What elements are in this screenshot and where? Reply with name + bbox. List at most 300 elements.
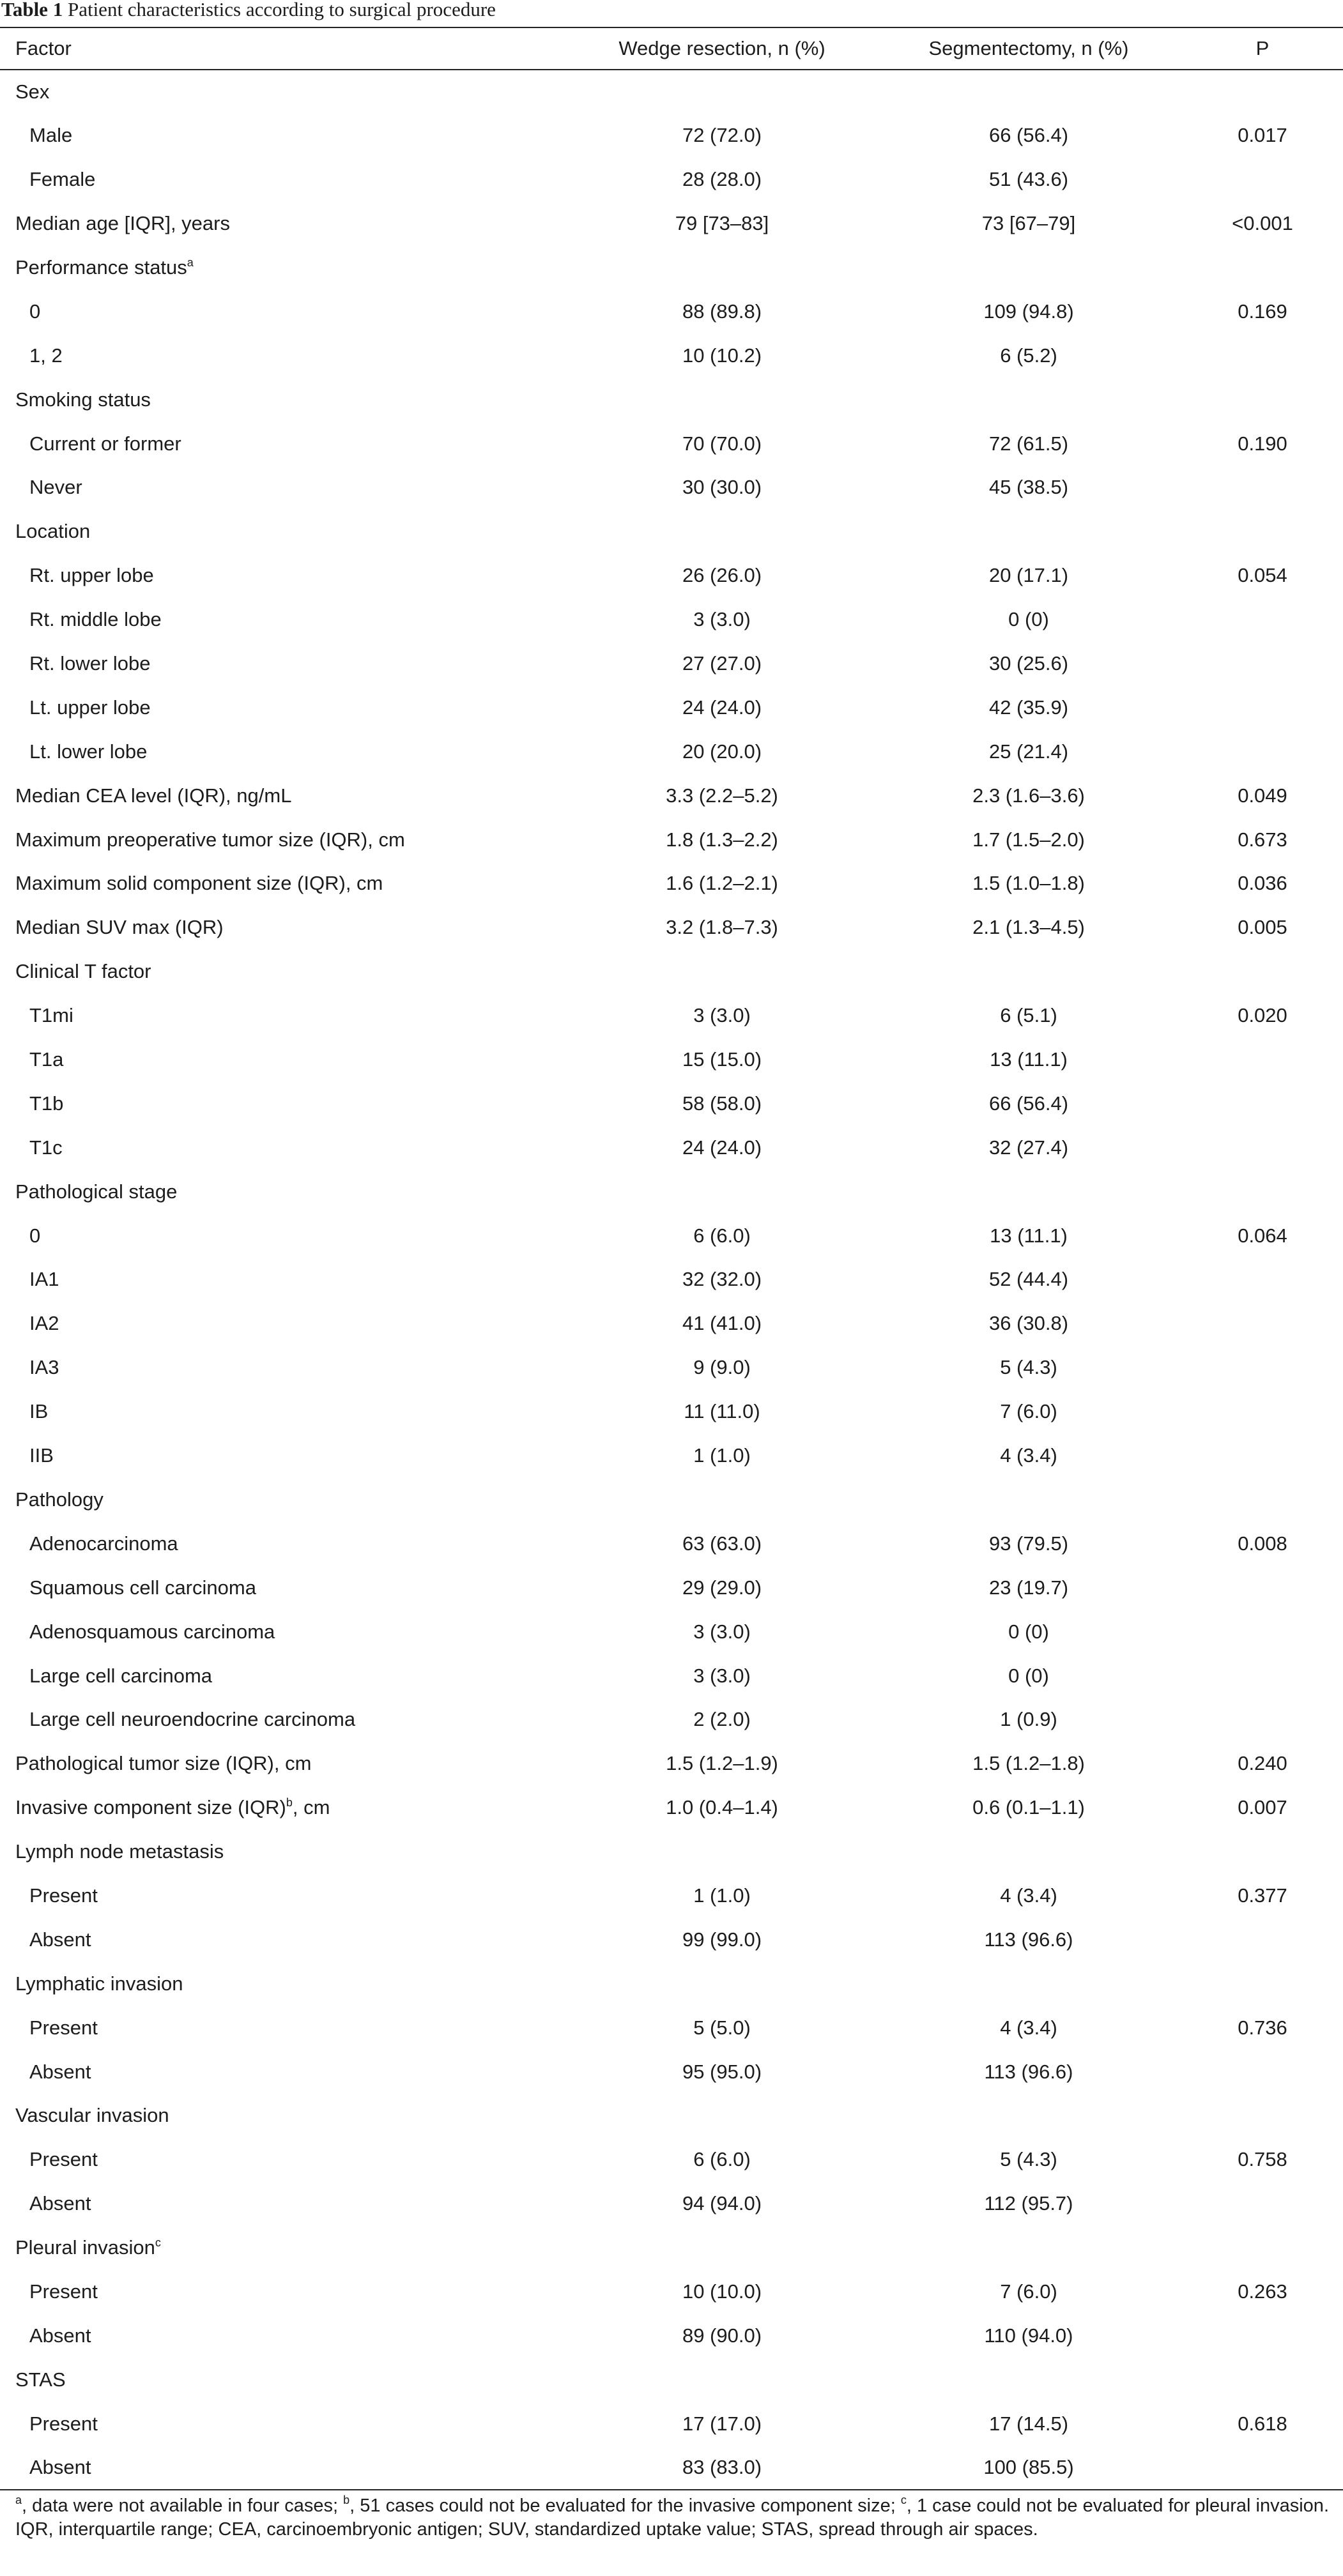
table-row bbox=[0, 2313, 1343, 2358]
table-row bbox=[0, 554, 1343, 598]
segmentectomy-cell: 0 (0) bbox=[1008, 1664, 1049, 1687]
factor-label: Clinical T factor bbox=[15, 960, 151, 983]
segmentectomy-cell: 13 (11.1) bbox=[990, 1224, 1068, 1247]
factor-cell bbox=[0, 1390, 569, 1434]
factor-label: Rt. upper lobe bbox=[29, 564, 154, 587]
wedge-resection-cell bbox=[569, 1478, 875, 1522]
segmentectomy-cell: 4 (3.4) bbox=[1000, 1444, 1057, 1467]
wedge-resection-cell bbox=[569, 510, 875, 554]
footnote-text-b: , 51 cases could not be evaluated for the invasive component size; bbox=[349, 2495, 901, 2516]
factor-cell bbox=[0, 950, 569, 994]
p-value-cell bbox=[1182, 1434, 1343, 1478]
p-value-cell: 0.736 bbox=[1238, 2016, 1287, 2039]
segmentectomy-cell: 100 (85.5) bbox=[875, 2446, 1182, 2490]
table-row bbox=[0, 2138, 1343, 2182]
factor-label: STAS bbox=[15, 2368, 66, 2391]
segmentectomy-cell bbox=[875, 2094, 1182, 2138]
segmentectomy-cell: 72 (61.5) bbox=[988, 432, 1069, 455]
factor-cell bbox=[0, 1434, 569, 1478]
factor-label: 0 bbox=[29, 300, 41, 323]
segmentectomy-cell bbox=[875, 377, 1182, 422]
p-value-cell: 0.049 bbox=[1238, 784, 1287, 807]
wedge-resection-cell: 32 (32.0) bbox=[682, 1268, 762, 1291]
factor-label: Maximum solid component size (IQR), cm bbox=[15, 872, 383, 895]
segmentectomy-cell bbox=[875, 70, 1182, 114]
p-value-cell bbox=[1182, 70, 1343, 114]
segmentectomy-cell bbox=[875, 1478, 1182, 1522]
p-value-cell bbox=[1182, 466, 1343, 510]
table-row bbox=[0, 729, 1343, 774]
factor-label-suffix: , cm bbox=[292, 1796, 330, 1819]
p-value-cell bbox=[1182, 333, 1343, 377]
p-value-cell bbox=[1182, 1081, 1343, 1125]
factor-label: Location bbox=[15, 520, 91, 543]
factor-cell bbox=[0, 1566, 569, 1610]
segmentectomy-cell: 1 (0.9) bbox=[1000, 1708, 1057, 1731]
wedge-resection-cell: 70 (70.0) bbox=[682, 432, 762, 455]
table-row bbox=[0, 1654, 1343, 1698]
wedge-resection-cell: 94 (94.0) bbox=[682, 2192, 762, 2215]
factor-cell bbox=[0, 642, 569, 686]
factor-cell bbox=[0, 1125, 569, 1170]
factor-label: Squamous cell carcinoma bbox=[29, 1576, 256, 1599]
p-value-cell: 0.036 bbox=[1238, 872, 1287, 895]
wedge-resection-cell: 3 (3.0) bbox=[693, 608, 751, 631]
wedge-resection-cell: 10 (10.2) bbox=[682, 344, 762, 367]
wedge-resection-cell: 58 (58.0) bbox=[682, 1092, 762, 1115]
factor-label: T1mi bbox=[29, 1004, 73, 1027]
factor-cell bbox=[0, 2182, 569, 2226]
footnote-text-c: , 1 case could not be evaluated for pleural invasion. IQR, interquartile range; CEA, carcinoembryonic antigen; SUV, standardized uptake value; STAS, spread through air spaces. bbox=[15, 2495, 1329, 2540]
factor-cell bbox=[0, 2226, 569, 2270]
factor-cell bbox=[0, 202, 569, 246]
wedge-resection-cell: 10 (10.0) bbox=[682, 2280, 762, 2303]
table-row bbox=[0, 2226, 1343, 2270]
segmentectomy-cell: 42 (35.9) bbox=[988, 696, 1069, 719]
table-row bbox=[0, 1258, 1343, 1302]
table-row bbox=[0, 2446, 1343, 2490]
segmentectomy-cell: 36 (30.8) bbox=[988, 1312, 1069, 1335]
factor-label: T1c bbox=[29, 1136, 63, 1159]
factor-label: Performance status bbox=[15, 256, 187, 278]
factor-cell bbox=[0, 1830, 569, 1874]
factor-cell bbox=[0, 377, 569, 422]
factor-label: Pathological stage bbox=[15, 1180, 178, 1203]
factor-label: Median SUV max (IQR) bbox=[15, 916, 224, 939]
table-row bbox=[0, 1346, 1343, 1390]
wedge-resection-cell: 24 (24.0) bbox=[682, 1136, 762, 1159]
factor-label: Invasive component size (IQR) bbox=[15, 1796, 286, 1819]
factor-cell bbox=[0, 466, 569, 510]
segmentectomy-cell: 0 (0) bbox=[1008, 1620, 1049, 1643]
header-factor: Factor bbox=[0, 27, 569, 70]
factor-cell bbox=[0, 1917, 569, 1962]
header-row bbox=[0, 27, 1343, 70]
p-value-cell bbox=[1182, 1917, 1343, 1962]
segmentectomy-cell: 113 (96.6) bbox=[984, 1928, 1073, 1951]
factor-label: Lymphatic invasion bbox=[15, 1972, 183, 1995]
table-row bbox=[0, 1917, 1343, 1962]
p-value-cell bbox=[1182, 377, 1343, 422]
p-value-cell bbox=[1182, 1698, 1343, 1742]
p-value-cell bbox=[1182, 1610, 1343, 1654]
factor-cell bbox=[0, 2358, 569, 2402]
factor-label: Present bbox=[29, 1884, 98, 1907]
factor-label: Absent bbox=[29, 2192, 91, 2215]
factor-label: Sex bbox=[15, 80, 50, 103]
segmentectomy-cell: 1.7 (1.5–2.0) bbox=[972, 828, 1085, 851]
header-segmentectomy: Segmentectomy, n (%) bbox=[875, 27, 1182, 70]
factor-cell bbox=[0, 510, 569, 554]
header-wedge-resection: Wedge resection, n (%) bbox=[569, 27, 875, 70]
table-row bbox=[0, 1038, 1343, 1082]
factor-label: Current or former bbox=[29, 432, 181, 455]
segmentectomy-cell: 6 (5.1) bbox=[1000, 1004, 1057, 1027]
wedge-resection-cell: 17 (17.0) bbox=[682, 2412, 762, 2435]
segmentectomy-cell bbox=[875, 510, 1182, 554]
wedge-resection-cell: 1.5 (1.2–1.9) bbox=[666, 1752, 778, 1775]
table-row bbox=[0, 1786, 1343, 1830]
header-p-value: P bbox=[1182, 27, 1343, 70]
factor-label: IA2 bbox=[29, 1312, 59, 1335]
factor-cell bbox=[0, 1698, 569, 1742]
wedge-resection-cell bbox=[569, 2226, 875, 2270]
segmentectomy-cell: 5 (4.3) bbox=[1000, 2148, 1057, 2171]
segmentectomy-cell: 0 (0) bbox=[1008, 608, 1049, 631]
factor-cell bbox=[0, 1521, 569, 1566]
factor-cell bbox=[0, 1742, 569, 1786]
factor-cell bbox=[0, 1654, 569, 1698]
factor-cell bbox=[0, 333, 569, 377]
table-row bbox=[0, 289, 1343, 333]
p-value-cell: 0.758 bbox=[1238, 2148, 1287, 2171]
p-value-cell: 0.064 bbox=[1238, 1224, 1287, 1247]
factor-label: Absent bbox=[29, 2060, 91, 2083]
footnote-reference: c bbox=[155, 2236, 161, 2250]
segmentectomy-cell: 1.5 (1.0–1.8) bbox=[972, 872, 1085, 895]
factor-cell bbox=[0, 1610, 569, 1654]
table-row bbox=[0, 1610, 1343, 1654]
wedge-resection-cell: 89 (90.0) bbox=[682, 2324, 762, 2347]
segmentectomy-cell: 13 (11.1) bbox=[990, 1048, 1068, 1071]
p-value-cell bbox=[1182, 1654, 1343, 1698]
table-row bbox=[0, 2402, 1343, 2446]
factor-cell bbox=[0, 1258, 569, 1302]
factor-label: Absent bbox=[29, 1928, 91, 1951]
factor-cell bbox=[0, 289, 569, 333]
table-row bbox=[0, 1962, 1343, 2006]
segmentectomy-cell: 1.5 (1.2–1.8) bbox=[972, 1752, 1085, 1775]
p-value-cell bbox=[1182, 2094, 1343, 2138]
wedge-resection-cell: 15 (15.0) bbox=[682, 1048, 762, 1071]
p-value-cell: <0.001 bbox=[1232, 212, 1293, 235]
p-value-cell bbox=[1182, 246, 1343, 290]
wedge-resection-cell: 26 (26.0) bbox=[682, 564, 762, 587]
wedge-resection-cell: 6 (6.0) bbox=[693, 1224, 751, 1247]
p-value-cell bbox=[1182, 1302, 1343, 1346]
segmentectomy-cell: 66 (56.4) bbox=[988, 124, 1069, 147]
factor-label: Smoking status bbox=[15, 388, 151, 411]
wedge-resection-cell: 6 (6.0) bbox=[693, 2148, 751, 2171]
wedge-resection-cell: 2 (2.0) bbox=[693, 1708, 751, 1731]
p-value-cell: 0.673 bbox=[1238, 828, 1287, 851]
table-row bbox=[0, 818, 1343, 862]
factor-label: Large cell carcinoma bbox=[29, 1664, 213, 1687]
factor-label: Present bbox=[29, 2280, 98, 2303]
factor-cell bbox=[0, 685, 569, 729]
p-value-cell bbox=[1182, 510, 1343, 554]
wedge-resection-cell: 3 (3.0) bbox=[693, 1664, 751, 1687]
segmentectomy-cell: 110 (94.0) bbox=[984, 2324, 1073, 2347]
p-value-cell bbox=[1182, 2050, 1343, 2094]
factor-cell bbox=[0, 2006, 569, 2050]
table-row bbox=[0, 1698, 1343, 1742]
factor-label: Present bbox=[29, 2016, 98, 2039]
p-value-cell bbox=[1182, 729, 1343, 774]
table-body bbox=[0, 70, 1343, 2490]
table-row bbox=[0, 950, 1343, 994]
factor-cell bbox=[0, 1214, 569, 1258]
table-row bbox=[0, 1081, 1343, 1125]
table-row bbox=[0, 906, 1343, 950]
wedge-resection-cell bbox=[569, 70, 875, 114]
table-title: Patient characteristics according to surgical procedure bbox=[67, 0, 496, 20]
factor-label: 1, 2 bbox=[29, 344, 63, 367]
factor-label: Adenosquamous carcinoma bbox=[29, 1620, 275, 1643]
wedge-resection-cell: 95 (95.0) bbox=[682, 2060, 762, 2083]
factor-label: Absent bbox=[29, 2324, 91, 2347]
factor-label: Rt. lower lobe bbox=[29, 652, 151, 675]
factor-cell bbox=[0, 2050, 569, 2094]
table-row bbox=[0, 2182, 1343, 2226]
factor-label: T1a bbox=[29, 1048, 64, 1071]
wedge-resection-cell: 3 (3.0) bbox=[693, 1004, 751, 1027]
table-row bbox=[0, 422, 1343, 466]
segmentectomy-cell: 0.6 (0.1–1.1) bbox=[972, 1796, 1085, 1819]
factor-label: Large cell neuroendocrine carcinoma bbox=[29, 1708, 356, 1731]
factor-cell bbox=[0, 994, 569, 1038]
table-row bbox=[0, 1125, 1343, 1170]
p-value-cell bbox=[1182, 2313, 1343, 2358]
wedge-resection-cell: 99 (99.0) bbox=[682, 1928, 762, 1951]
table-row bbox=[0, 1302, 1343, 1346]
p-value-cell: 0.054 bbox=[1238, 564, 1287, 587]
factor-label: IB bbox=[29, 1400, 49, 1423]
p-value-cell bbox=[1182, 1125, 1343, 1170]
factor-label: Median age [IQR], years bbox=[15, 212, 230, 235]
factor-label: Rt. middle lobe bbox=[29, 608, 162, 631]
table-footnote bbox=[0, 2490, 1343, 2542]
table-row bbox=[0, 70, 1343, 114]
p-value-cell bbox=[1182, 2226, 1343, 2270]
p-value-cell: 0.190 bbox=[1238, 432, 1287, 455]
wedge-resection-cell: 83 (83.0) bbox=[569, 2446, 875, 2490]
segmentectomy-cell: 112 (95.7) bbox=[984, 2192, 1073, 2215]
p-value-cell: 0.017 bbox=[1238, 124, 1287, 147]
segmentectomy-cell: 73 [67–79] bbox=[981, 212, 1076, 235]
table-row bbox=[0, 1434, 1343, 1478]
factor-label: Lymph node metastasis bbox=[15, 1840, 224, 1863]
factor-cell bbox=[0, 422, 569, 466]
table-row bbox=[0, 510, 1343, 554]
p-value-cell bbox=[1182, 1566, 1343, 1610]
segmentectomy-cell: 113 (96.6) bbox=[984, 2060, 1073, 2083]
wedge-resection-cell: 27 (27.0) bbox=[682, 652, 762, 675]
wedge-resection-cell: 41 (41.0) bbox=[682, 1312, 762, 1335]
segmentectomy-cell: 5 (4.3) bbox=[1000, 1356, 1057, 1379]
factor-cell bbox=[0, 1081, 569, 1125]
factor-cell bbox=[0, 2402, 569, 2446]
factor-cell bbox=[0, 1346, 569, 1390]
segmentectomy-cell: 20 (17.1) bbox=[988, 564, 1069, 587]
factor-label: Male bbox=[29, 124, 73, 147]
p-value-cell bbox=[1182, 158, 1343, 202]
factor-cell bbox=[0, 2313, 569, 2358]
factor-cell bbox=[0, 862, 569, 906]
p-value-cell bbox=[1182, 685, 1343, 729]
footnote-reference: a bbox=[187, 256, 194, 269]
table-row bbox=[0, 202, 1343, 246]
segmentectomy-cell: 32 (27.4) bbox=[988, 1136, 1069, 1159]
segmentectomy-cell: 23 (19.7) bbox=[988, 1576, 1069, 1599]
factor-label: Pleural invasion bbox=[15, 2236, 155, 2259]
wedge-resection-cell: 1.8 (1.3–2.2) bbox=[666, 828, 778, 851]
wedge-resection-cell bbox=[569, 1830, 875, 1874]
table-row bbox=[0, 1566, 1343, 1610]
factor-label: IIB bbox=[29, 1444, 54, 1467]
table-caption bbox=[0, 0, 1343, 27]
table-row bbox=[0, 377, 1343, 422]
factor-cell bbox=[0, 729, 569, 774]
wedge-resection-cell: 20 (20.0) bbox=[682, 740, 762, 763]
factor-cell bbox=[0, 158, 569, 202]
factor-label: Maximum preoperative tumor size (IQR), cm bbox=[15, 828, 405, 851]
table-row bbox=[0, 2094, 1343, 2138]
segmentectomy-cell bbox=[875, 1830, 1182, 1874]
factor-cell bbox=[0, 2094, 569, 2138]
wedge-resection-cell bbox=[569, 2094, 875, 2138]
factor-label: Vascular invasion bbox=[15, 2104, 169, 2127]
factor-label: 0 bbox=[29, 1224, 41, 1247]
wedge-resection-cell: 5 (5.0) bbox=[693, 2016, 751, 2039]
factor-label: Lt. upper lobe bbox=[29, 696, 151, 719]
table-row bbox=[0, 1521, 1343, 1566]
p-value-cell bbox=[1182, 2358, 1343, 2402]
factor-cell bbox=[0, 1786, 569, 1830]
patient-characteristics-table bbox=[0, 27, 1343, 2490]
segmentectomy-cell: 4 (3.4) bbox=[1000, 2016, 1057, 2039]
factor-label: Adenocarcinoma bbox=[29, 1532, 178, 1555]
wedge-resection-cell: 29 (29.0) bbox=[682, 1576, 762, 1599]
segmentectomy-cell: 52 (44.4) bbox=[988, 1268, 1069, 1291]
factor-cell bbox=[0, 2138, 569, 2182]
wedge-resection-cell bbox=[569, 1170, 875, 1214]
wedge-resection-cell: 79 [73–83] bbox=[675, 212, 769, 235]
table-row bbox=[0, 642, 1343, 686]
segmentectomy-cell bbox=[875, 2358, 1182, 2402]
p-value-cell: 0.007 bbox=[1238, 1796, 1287, 1819]
p-value-cell: 0.008 bbox=[1238, 1532, 1287, 1555]
segmentectomy-cell: 7 (6.0) bbox=[1000, 2280, 1057, 2303]
wedge-resection-cell: 72 (72.0) bbox=[682, 124, 762, 147]
p-value-cell: 0.240 bbox=[1238, 1752, 1287, 1775]
wedge-resection-cell bbox=[569, 377, 875, 422]
segmentectomy-cell: 109 (94.8) bbox=[983, 300, 1074, 323]
table-row bbox=[0, 598, 1343, 642]
footnote-reference: b bbox=[286, 1796, 293, 1810]
p-value-cell: 0.169 bbox=[1238, 300, 1287, 323]
footnote-text-a: , data were not available in four cases; bbox=[22, 2495, 344, 2516]
wedge-resection-cell: 1.6 (1.2–2.1) bbox=[666, 872, 778, 895]
p-value-cell bbox=[1182, 1390, 1343, 1434]
table-row bbox=[0, 1874, 1343, 1918]
p-value-cell bbox=[1182, 2446, 1343, 2490]
p-value-cell: 0.020 bbox=[1238, 1004, 1287, 1027]
segmentectomy-cell: 17 (14.5) bbox=[988, 2412, 1069, 2435]
table-row bbox=[0, 1830, 1343, 1874]
p-value-cell: 0.618 bbox=[1238, 2412, 1287, 2435]
segmentectomy-cell: 66 (56.4) bbox=[988, 1092, 1069, 1115]
factor-label: Absent bbox=[29, 2456, 91, 2479]
wedge-resection-cell bbox=[569, 246, 875, 290]
table-row bbox=[0, 1742, 1343, 1786]
factor-cell bbox=[0, 1302, 569, 1346]
table-row bbox=[0, 685, 1343, 729]
segmentectomy-cell: 6 (5.2) bbox=[1000, 344, 1057, 367]
factor-cell bbox=[0, 818, 569, 862]
wedge-resection-cell: 3.2 (1.8–7.3) bbox=[666, 916, 778, 939]
table-row bbox=[0, 158, 1343, 202]
segmentectomy-cell: 25 (21.4) bbox=[988, 740, 1069, 763]
factor-cell bbox=[0, 554, 569, 598]
factor-cell bbox=[0, 70, 569, 114]
factor-cell bbox=[0, 246, 569, 290]
factor-cell bbox=[0, 1962, 569, 2006]
table-row bbox=[0, 333, 1343, 377]
footnote-mark-a: a bbox=[15, 2493, 22, 2506]
segmentectomy-cell: 45 (38.5) bbox=[988, 476, 1069, 499]
p-value-cell bbox=[1182, 1170, 1343, 1214]
table-row bbox=[0, 466, 1343, 510]
factor-label: T1b bbox=[29, 1092, 64, 1115]
wedge-resection-cell bbox=[569, 1962, 875, 2006]
segmentectomy-cell: 4 (3.4) bbox=[1000, 1884, 1057, 1907]
wedge-resection-cell: 3.3 (2.2–5.2) bbox=[666, 784, 778, 807]
wedge-resection-cell: 1 (1.0) bbox=[693, 1444, 751, 1467]
factor-cell bbox=[0, 774, 569, 818]
factor-label: IA1 bbox=[29, 1268, 59, 1291]
p-value-cell bbox=[1182, 1038, 1343, 1082]
segmentectomy-cell bbox=[875, 1962, 1182, 2006]
factor-label: Female bbox=[29, 168, 96, 191]
factor-label: Present bbox=[29, 2412, 98, 2435]
wedge-resection-cell: 1.0 (0.4–1.4) bbox=[666, 1796, 778, 1819]
p-value-cell: 0.377 bbox=[1238, 1884, 1287, 1907]
factor-cell bbox=[0, 906, 569, 950]
factor-label: Pathological tumor size (IQR), cm bbox=[15, 1752, 312, 1775]
table-row bbox=[0, 994, 1343, 1038]
wedge-resection-cell: 88 (89.8) bbox=[682, 300, 762, 323]
p-value-cell bbox=[1182, 1478, 1343, 1522]
segmentectomy-cell: 51 (43.6) bbox=[988, 168, 1069, 191]
factor-label: IA3 bbox=[29, 1356, 59, 1379]
wedge-resection-cell: 30 (30.0) bbox=[682, 476, 762, 499]
factor-cell bbox=[0, 598, 569, 642]
table-row bbox=[0, 774, 1343, 818]
segmentectomy-cell: 30 (25.6) bbox=[988, 652, 1069, 675]
p-value-cell bbox=[1182, 950, 1343, 994]
segmentectomy-cell bbox=[875, 950, 1182, 994]
